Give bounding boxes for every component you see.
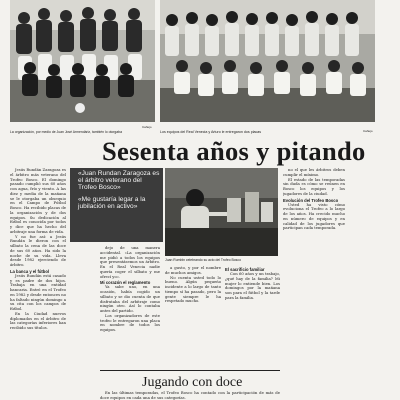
pull-quote: «Juan Rundan Zaragoza es el árbitro veterano del Trofeo Bosco» bbox=[78, 170, 160, 192]
col1-paragraph: Jesús Rundán Zaragoza es el árbitro más veterano del Trofeo Bosco. El domingo pasado cumplió sus 60 años con agua, frío y viento. A las diez y media de la mañana se le otorgaba un obsequio en el Campo de Fútbol Bosco. Ha recibido placas de la organización y de dos equipos. Su dedicación al fútbol es conocida por todos y dice que ha hecho del arbitraje una forma de vida. bbox=[10, 168, 66, 234]
col4-paragraph: Usted ha visto cómo evoluciona el Trofeo a lo largo de los años. Ha crecido mucho en número de equipos y en calidad de los jugadores que participan cada temporada. bbox=[283, 201, 345, 231]
left-photo-credit: Cañejo bbox=[142, 125, 152, 129]
col1-paragraph: Jesús Rundán está casado y es padre de dos hijos. Trabaja en una entidad bancaria. Entró en el Trofeo en 1982 y desde entonces no ha faltado ningún domingo a su cita con los campos de fútbol. bbox=[10, 272, 66, 311]
pull-quote-box bbox=[70, 168, 163, 242]
article-column-3 bbox=[165, 266, 221, 366]
col2-paragraph: dejo de una manera accidental. «La organización me pidió a todos los equipos que presentásemos un árbitro. En el Real Venecia nadie quería coger el silbato y me ofrecí yo». bbox=[100, 246, 160, 279]
right-photo-credit: Cañejo bbox=[363, 129, 373, 133]
bottom-article-text bbox=[100, 391, 280, 400]
col1-paragraph: Y no fue así: a Jesús Rundán le dieron con el silbato la cena de las doce de sus 60 años. Ha sido la noche de su vida. Lleva desde 1982 ejerciendo de árbitro. bbox=[10, 233, 66, 267]
col1-subhead: La banca y el fútbol bbox=[10, 268, 50, 274]
article-column-4 bbox=[283, 168, 345, 400]
article-column-3b bbox=[225, 266, 280, 366]
left-photo-caption: La organización, por medio de Juan José Armendáriz, también lo otorgaba bbox=[10, 130, 122, 134]
col2-paragraph: Los organizadores de este trofeo le entregaron una placa en nombre de todos los equipos. bbox=[100, 312, 160, 332]
col3-subhead: El sacrificio familiar bbox=[225, 267, 265, 272]
bottom-paragraph: En las últimas temporadas, el Trofeo Bosco ha contado con la participación de más de doce equipos en cada una de sus categorías. bbox=[100, 391, 280, 400]
team-photo-left bbox=[10, 0, 155, 122]
right-photo-caption: Los equipos del Real Venecia y Arturo le entregaron dos placas bbox=[160, 130, 262, 134]
col3-paragraph: No cuenta usted todo lo bueno. Algún pequeño incidente a lo largo de tanto tiempo sí ha pasado, pero la gente siempre le ha respetado mucho. bbox=[165, 274, 221, 304]
team-photo-right bbox=[160, 0, 375, 122]
bottom-headline: Jugando con doce bbox=[142, 375, 243, 390]
col3-paragraph: Con 60 años y un trabajo, ¿qué hay de la familia? Mi mujer lo entiende bien. Los domingos por la mañana son para el fútbol y la tarde para la familia. bbox=[225, 271, 280, 300]
referee-photo bbox=[165, 168, 278, 256]
pull-quote: «Me gustaría legar a la jubilación en activo» bbox=[78, 195, 146, 210]
main-headline: Sesenta años y pitando bbox=[102, 136, 366, 166]
col2-subhead: Mi corazón el reglamento bbox=[100, 280, 151, 286]
col3-paragraph: a gusto, y por el nombre de muchos amigos. bbox=[165, 266, 221, 275]
center-photo-caption: Juan Rumbln celebrando su acto del Trofeo Bosco bbox=[165, 258, 241, 262]
col4-paragraph: no el que les árbitros deben cumplir el mínimo. bbox=[283, 168, 345, 177]
col4-paragraph: El estado de las temporadas sin duda es cómo se reúnen en Bosco los equipos y los jugadores de la ciudad. bbox=[283, 176, 345, 196]
col1-paragraph: En la Ciudad nuevos diplomados en el árbitro de las categorías inferiores han recibido sus títulos. bbox=[10, 310, 66, 330]
col4-subhead: Evolución del Trofeo Bosco bbox=[283, 197, 339, 203]
section-divider bbox=[100, 370, 280, 371]
col2-paragraph: Ya sabe uno, en una ocasión, había cogido un silbato y se dio cuenta de que disfrutaba del arbitraje como ningún otro. Así lo contaba antes del partido. bbox=[100, 284, 160, 313]
article-column-1 bbox=[10, 168, 66, 400]
article-column-2 bbox=[100, 246, 160, 366]
